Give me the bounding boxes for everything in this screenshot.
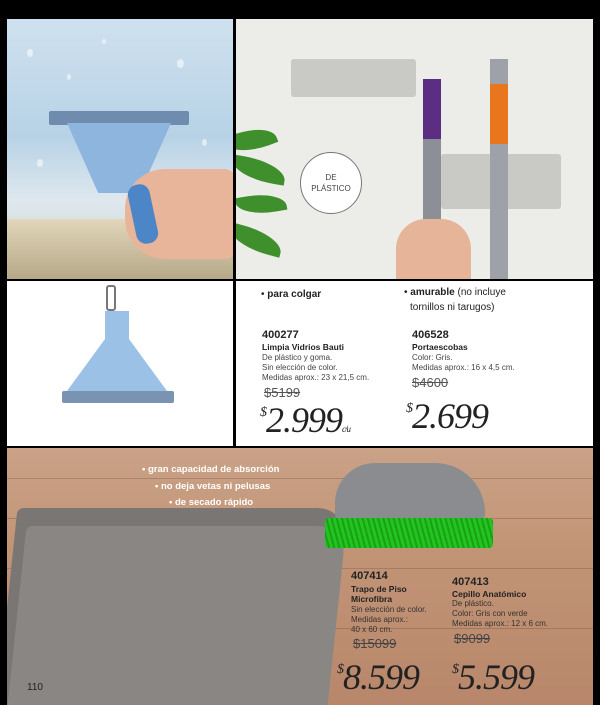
product3-name1: Trapo de Piso [351,584,407,594]
feature-bullet-1: • gran capacidad de absorción [142,464,280,475]
page-number: 110 [27,682,43,693]
product2-desc2: Medidas aprox.: 16 x 4,5 cm. [412,363,515,372]
product1-desc2: Sin elección de color. [262,363,338,372]
product4-price: $5.599 [452,657,534,697]
top-products-info [236,281,593,446]
feature-bullet-3: • de secado rápido [169,497,254,508]
product2-code: 406528 [412,329,449,341]
material-badge [300,152,362,214]
product3-desc2: Medidas aprox.: [351,615,408,624]
broom-holder-photo [236,19,593,279]
product4-name: Cepillo Anatómico [452,589,527,599]
window-cleaning-photo [7,19,233,279]
product3-code: 407414 [351,570,388,582]
product2-desc1: Color: Gris. [412,353,453,362]
bullet-amurable: • amurable (no incluye tornillos ni tarugos) [404,287,506,313]
product3-name2: Microfibra [351,594,393,604]
product4-desc2: Color: Gris con verde [452,609,528,618]
product3-old-price: $15099 [353,636,397,651]
product1-name: Limpia Vidrios Bauti [262,342,345,352]
product2-old-price: $4600 [412,375,449,390]
badge-line1: DE [325,173,337,182]
product3-desc1: Sin elección de color. [351,605,427,614]
floor-cleaning-panel [7,448,593,705]
product3-desc3: 40 x 60 cm. [351,625,393,634]
squeegee-product-image [7,281,233,446]
badge-line2: PLÁSTICO [311,184,351,193]
product4-desc3: Medidas aprox.: 12 x 6 cm. [452,619,549,628]
product4-code: 407413 [452,576,489,588]
product2-price: $2.699 [406,396,488,436]
product2-name: Portaescobas [412,342,468,352]
product1-desc3: Medidas aprox.: 23 x 21,5 cm. [262,373,370,382]
product1-desc1: De plástico y goma. [262,353,333,362]
feature-bullet-2: • no deja vetas ni pelusas [155,481,271,492]
product4-old-price: $9099 [454,631,491,646]
product1-code: 400277 [262,329,299,341]
bullet-para-colgar: • para colgar [261,289,322,300]
product1-old-price: $5199 [264,385,301,400]
product4-desc1: De plástico. [452,599,494,608]
product3-price: $8.599 [337,657,419,697]
product1-price: $2.999c/u [260,400,350,440]
